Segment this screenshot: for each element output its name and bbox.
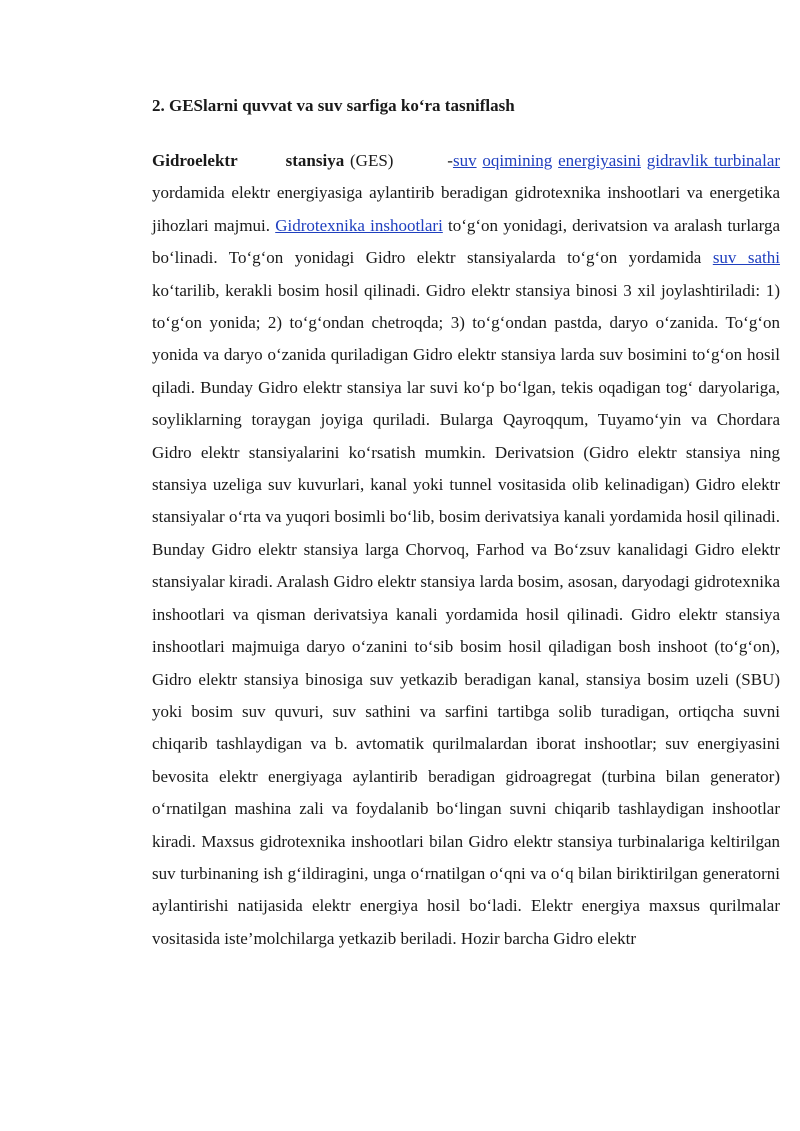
body-paragraph (114, 145, 780, 955)
body-text-segment: ko‘tarilib, kerakli bosim hosil qilinadi. Gidro elektr stansiya binosi 3 xil joylashtiriladi: 1) to‘g‘on yonida; 2) to‘g‘ondan chetroqda; 3) to‘g‘ondan pastda, daryo o‘zanida. To‘g‘on yonida va daryo o‘zanida quriladigan Gidro elektr stansiya larda suv bosimini to‘g‘on hosil qiladi. Bunday Gidro elektr stansiya lar suvi ko‘p bo‘lgan, tekis oqadigan tog‘ daryolariga, soyliklarning toraygan joyiga quriladi. Bularga Qayroqqum, Tuyamo‘yin va Chordara Gidro elektr stansiyalarini ko‘rsatish mumkin. Derivatsion (Gidro elektr stansiya ning stansiya uzeliga suv kuvurlari, kanal yoki tunnel vositasida olib kelinadigan) Gidro elektr stansiyalar o‘rta va yuqori bosimli bo‘lib, bosim derivatsiya kanali yordamida hosil qilinadi. Bunday Gidro elektr stansiya larga Chorvoq, Farhod va Bo‘zsuv kanalidagi Gidro elektr stansiyalar kiradi. Aralash Gidro elektr stansiya larda bosim, asosan, daryodagi gidrotexnika inshootlari va qisman derivatsiya kanali yordamida hosil qilinadi. Gidro elektr stansiya inshootlari majmuiga daryo o‘zanini to‘sib bosim hosil qiladigan bosh inshoot (to‘g‘on), Gidro elektr stansiya binosiga suv yetkazib beradigan kanal, stansiya bosim uzeli (SBU) yoki bosim suv quvuri, suv sathini va sarfini tartibga solib turadigan, ortiqcha suvni chiqarib tashlaydigan va b. avtomatik qurilmalardan iborat inshootlar; suv energiyasini bevosita elektr energiyaga aylantirib beradigan gidroagregat (turbina bilan generator) o‘rnatilgan mashina zali va foydalanib bo‘lingan suvni chiqarib tashlaydigan inshootlar kiradi. Maxsus gidrotexnika inshootlari bilan Gidro elektr stansiya turbinalariga keltirilgan suv turbinaning ish g‘ildiragini, unga o‘rnatilgan o‘qni va o‘q bilan biriktirilgan generatorni aylantirishi natijasida elektr energiya hosil bo‘ladi. Elektr energiya maxsus qurilmalar vositasida iste’molchilarga yetkazib beriladi. Hozir barcha Gidro elektr (152, 280, 780, 948)
body-text-segment: yordamida elektr energiyasiga aylantirib beradigan gidrotexnika inshootlari va energetika jihozlari majmui. (152, 183, 780, 235)
dash-text: - (441, 151, 453, 170)
link-energiyasini[interactable]: energiyasini (558, 151, 641, 170)
link-gidrotexnika-inshootlari[interactable]: Gidrotexnika inshootlari (275, 215, 443, 235)
term-stansiya: stansiya (285, 151, 345, 170)
link-suv-sathi[interactable]: suv sathi (712, 248, 780, 268)
link-suv[interactable]: suv (452, 151, 477, 170)
body-text-segment: to‘g‘on yonidagi, derivatsion va aralash turlarga bo‘linadi. To‘g‘on yonidagi Gidro elektr stansiyalarda to‘g‘on yordamida (152, 215, 781, 268)
link-oqimining[interactable]: oqimining (482, 151, 553, 170)
link-gidravlik-turbinalar[interactable]: gidravlik turbinalar (646, 151, 781, 170)
section-heading: 2. GESlarni quvvat va suv sarfiga ko‘ra tasniflash (152, 96, 515, 115)
term-abbreviation: (GES) (344, 151, 394, 170)
term-gidroelektr: Gidroelektr (152, 151, 238, 170)
